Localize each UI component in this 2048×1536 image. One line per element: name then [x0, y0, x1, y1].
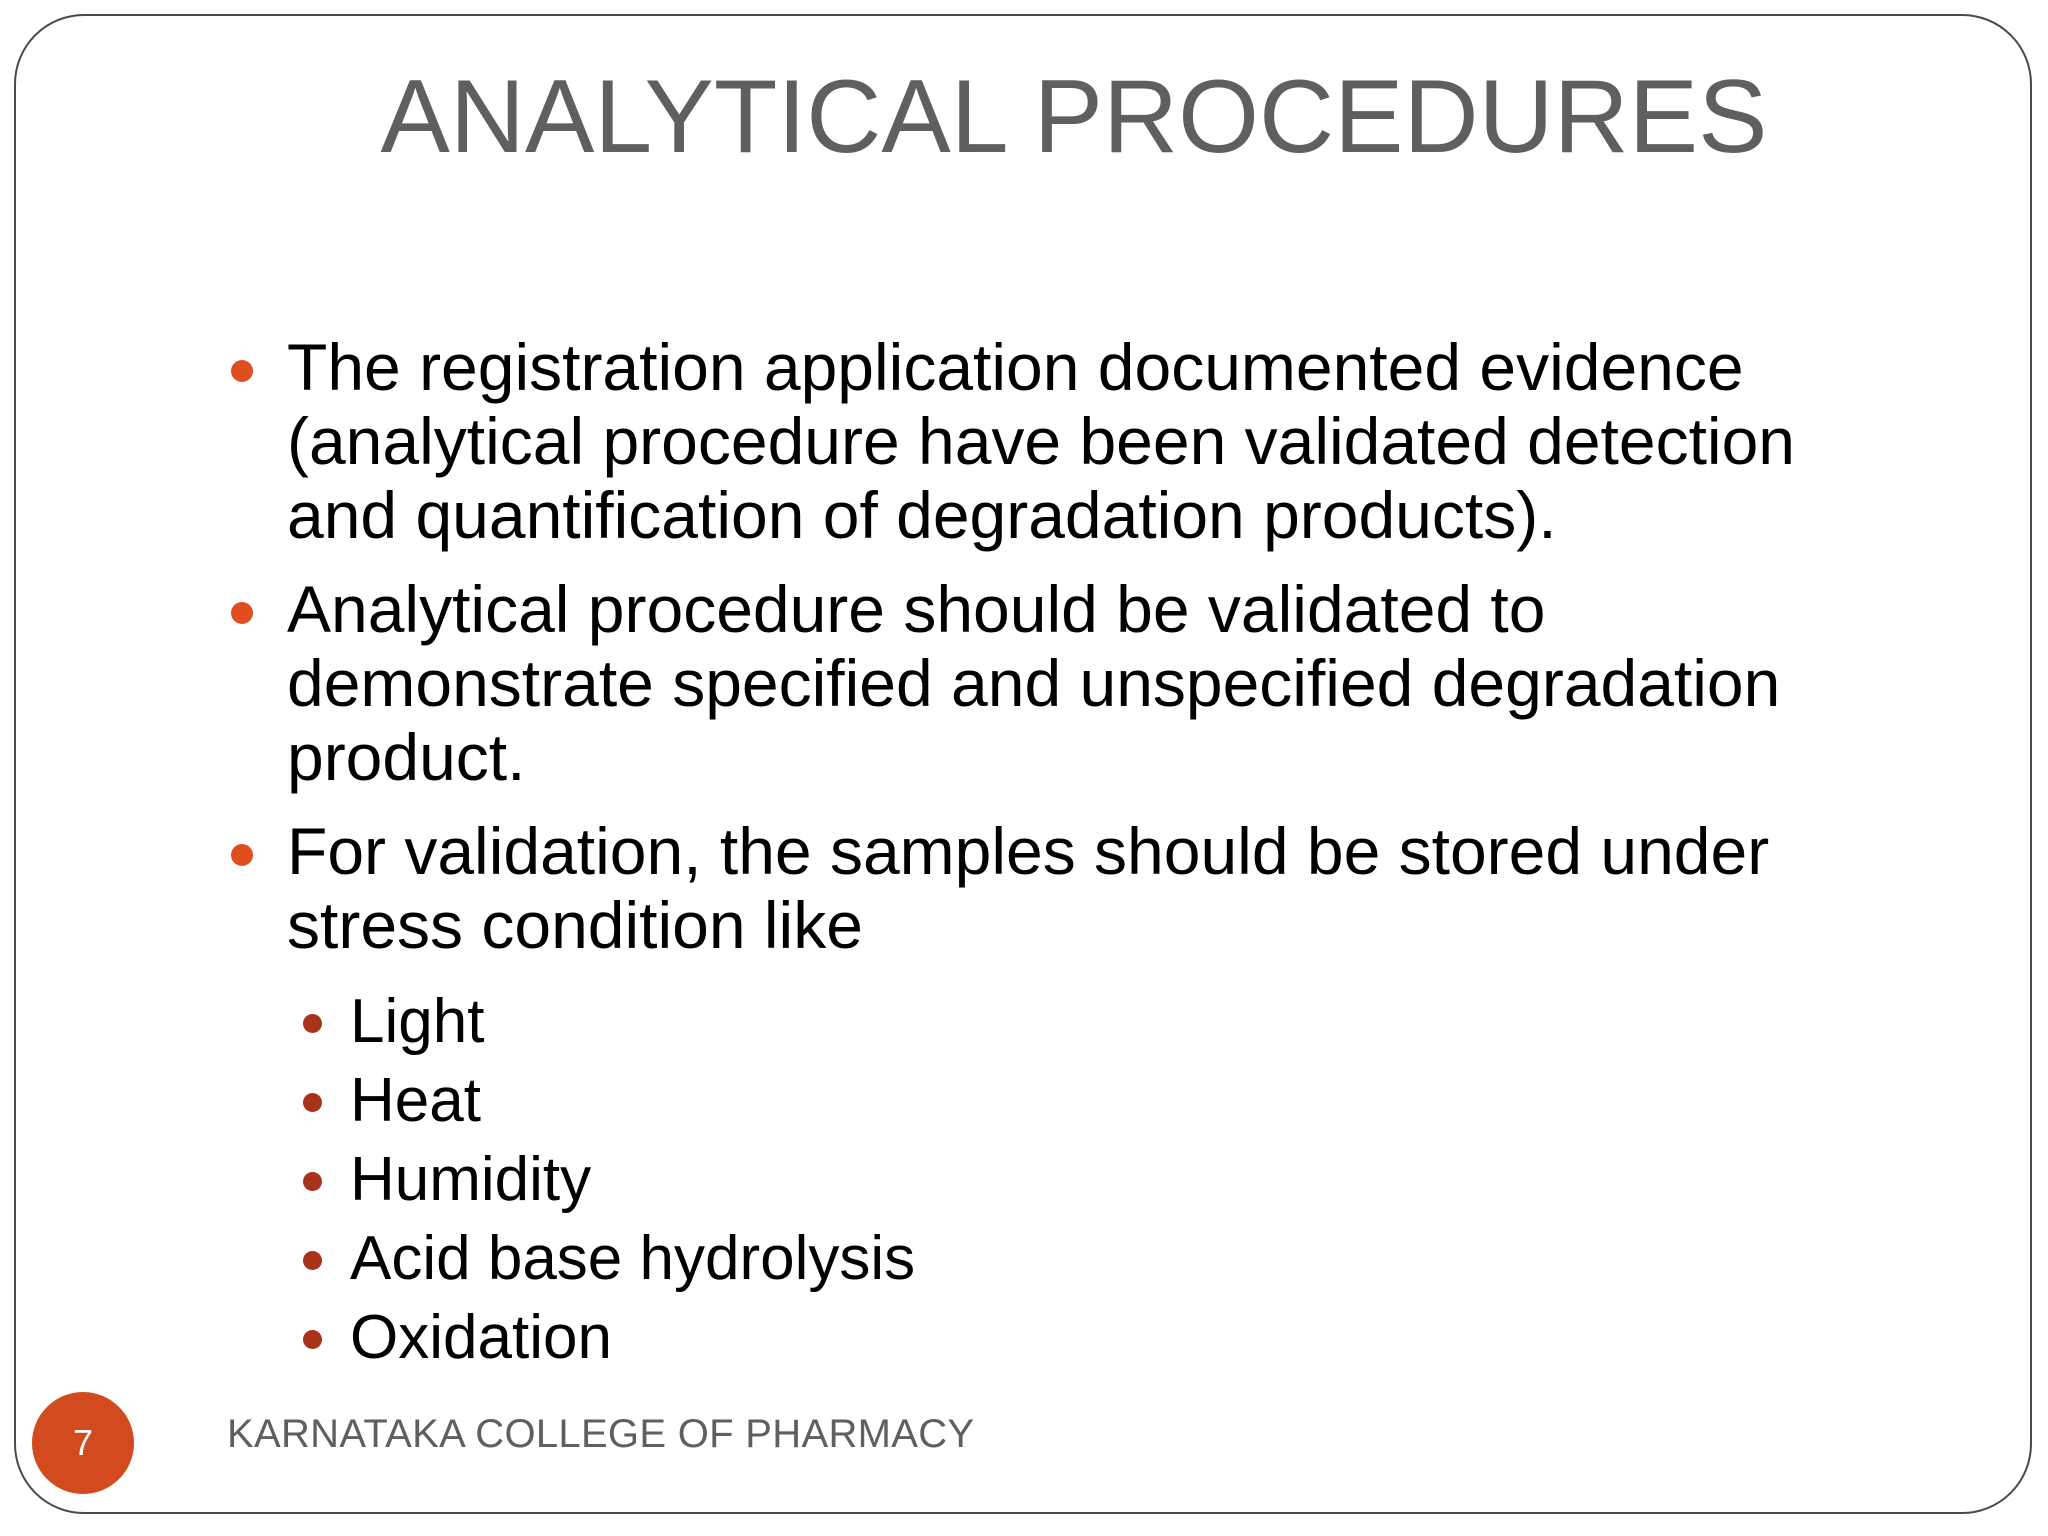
- sub-bullet-item: [225, 1298, 1905, 1377]
- sub-bullet-dot-icon: [303, 1251, 322, 1270]
- sub-bullet-text: Humidity: [350, 1145, 592, 1214]
- sub-bullet-item: [225, 1219, 1905, 1298]
- sub-bullet-dot-icon: [303, 1330, 322, 1349]
- bullet-item: [225, 814, 1905, 962]
- sub-bullet-dot-icon: [303, 1093, 322, 1112]
- sub-bullet-text: Heat: [350, 1066, 481, 1135]
- sub-bullet-dot-icon: [303, 1014, 322, 1033]
- bullet-dot-icon: [231, 844, 253, 866]
- slide-content: [225, 330, 1905, 1377]
- sub-bullet-list: [225, 982, 1905, 1377]
- bullet-dot-icon: [231, 360, 253, 382]
- sub-bullet-item: [225, 982, 1905, 1061]
- bullet-dot-icon: [231, 602, 253, 624]
- sub-bullet-item: [225, 1061, 1905, 1140]
- sub-bullet-text: Oxidation: [350, 1303, 612, 1372]
- slide-title: ANALYTICAL PROCEDURES: [380, 59, 1768, 175]
- bullet-item: [225, 330, 1905, 552]
- bullet-text: The registration application documented evidence (analytical procedure have been validated detection and quantification of degradation products).: [287, 330, 1796, 552]
- bullet-text: Analytical procedure should be validated to demonstrate specified and unspecified degradation product.: [287, 572, 1781, 794]
- page-number-badge: 7: [32, 1392, 134, 1494]
- bullet-text: For validation, the samples should be stored under stress condition like: [287, 814, 1770, 962]
- sub-bullet-dot-icon: [303, 1172, 322, 1191]
- sub-bullet-text: Light: [350, 987, 485, 1056]
- bullet-item: [225, 572, 1905, 794]
- sub-bullet-item: [225, 1140, 1905, 1219]
- footer-text: KARNATAKA COLLEGE OF PHARMACY: [227, 1412, 975, 1456]
- sub-bullet-text: Acid base hydrolysis: [350, 1224, 916, 1293]
